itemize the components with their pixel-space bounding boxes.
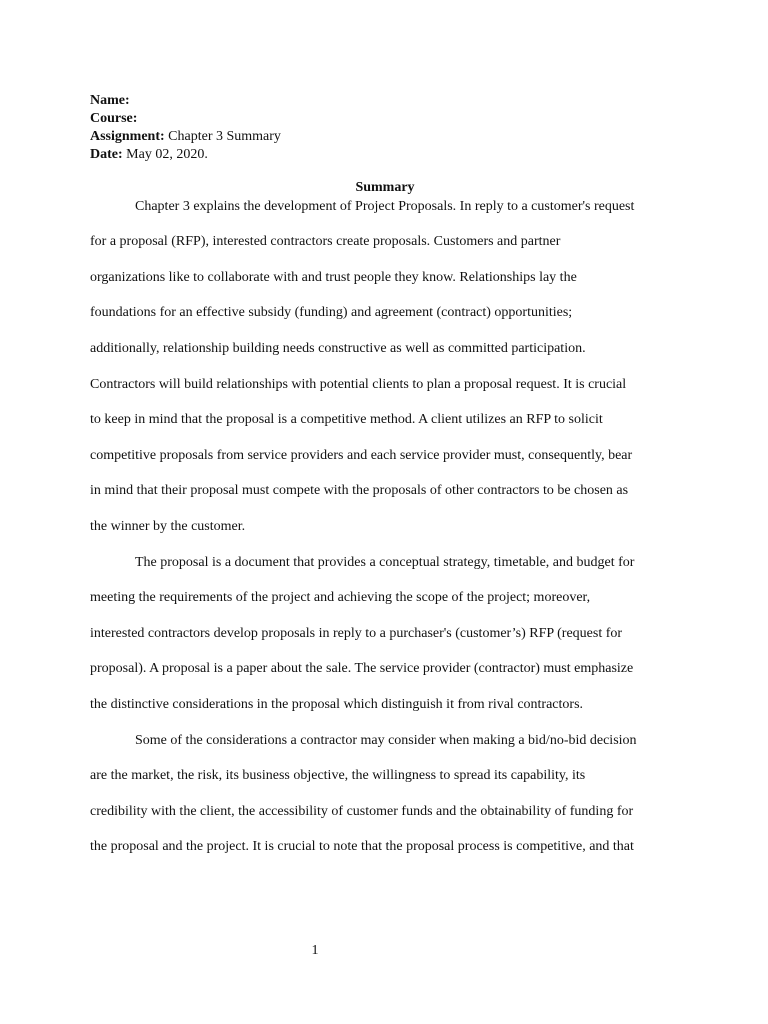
body-line: proposal). A proposal is a paper about the sale. The service provider (contractor) must emphasize — [90, 661, 634, 677]
body-line: are the market, the risk, its business objective, the willingness to spread its capability, its — [90, 768, 586, 784]
body-line: the winner by the customer. — [90, 518, 246, 534]
body-line: Contractors will build relationships with potential clients to plan a proposal request. It is crucial — [90, 376, 627, 392]
body-line: credibility with the client, the accessibility of customer funds and the obtainability of funding for — [90, 803, 634, 819]
body-line: to keep in mind that the proposal is a competitive method. A client utilizes an RFP to solicit — [90, 412, 603, 428]
name-label: Name: — [90, 93, 130, 108]
body-line: Some of the considerations a contractor may consider when making a bid/no-bid decision — [135, 732, 637, 748]
paragraph-1 — [90, 189, 680, 545]
body-line: the proposal and the project. It is crucial to note that the proposal process is competitive, and that — [90, 839, 634, 855]
assignment-value: Chapter 3 Summary — [164, 129, 281, 144]
assignment-line — [90, 128, 690, 146]
paragraph-2 — [90, 545, 680, 723]
document-body — [90, 188, 680, 865]
body-line: The proposal is a document that provides a conceptual strategy, timetable, and budget for — [135, 554, 635, 570]
body-line: competitive proposals from service providers and each service provider must, consequently, bear — [90, 447, 633, 463]
course-line — [90, 110, 690, 128]
body-line: meeting the requirements of the project and achieving the scope of the project; moreover, — [90, 590, 591, 606]
date-label: Date: — [90, 147, 123, 162]
body-line: in mind that their proposal must compete with the proposals of other contractors to be chosen as — [90, 483, 629, 499]
assignment-label: Assignment: — [90, 129, 165, 144]
document-title: Summary — [355, 180, 415, 195]
body-line: organizations like to collaborate with and trust people they know. Relationships lay the — [90, 269, 577, 285]
body-line: interested contractors develop proposals in reply to a purchaser's (customer’s) RFP (request for — [90, 625, 623, 641]
body-line: the distinctive considerations in the proposal which distinguish it from rival contractors. — [90, 696, 584, 712]
date-value: May 02, 2020. — [122, 147, 208, 162]
course-label: Course: — [90, 111, 138, 126]
page-number: 1 — [311, 943, 319, 958]
body-line: Chapter 3 explains the development of Project Proposals. In reply to a customer's request — [135, 198, 635, 214]
date-line — [90, 146, 690, 164]
assignment-header — [90, 92, 690, 164]
body-line: additionally, relationship building needs constructive as well as committed participation. — [90, 340, 586, 356]
name-line — [90, 92, 690, 110]
paragraph-3 — [90, 723, 680, 865]
body-line: for a proposal (RFP), interested contractors create proposals. Customers and partner — [90, 234, 561, 250]
body-line: foundations for an effective subsidy (funding) and agreement (contract) opportunities; — [90, 305, 573, 321]
